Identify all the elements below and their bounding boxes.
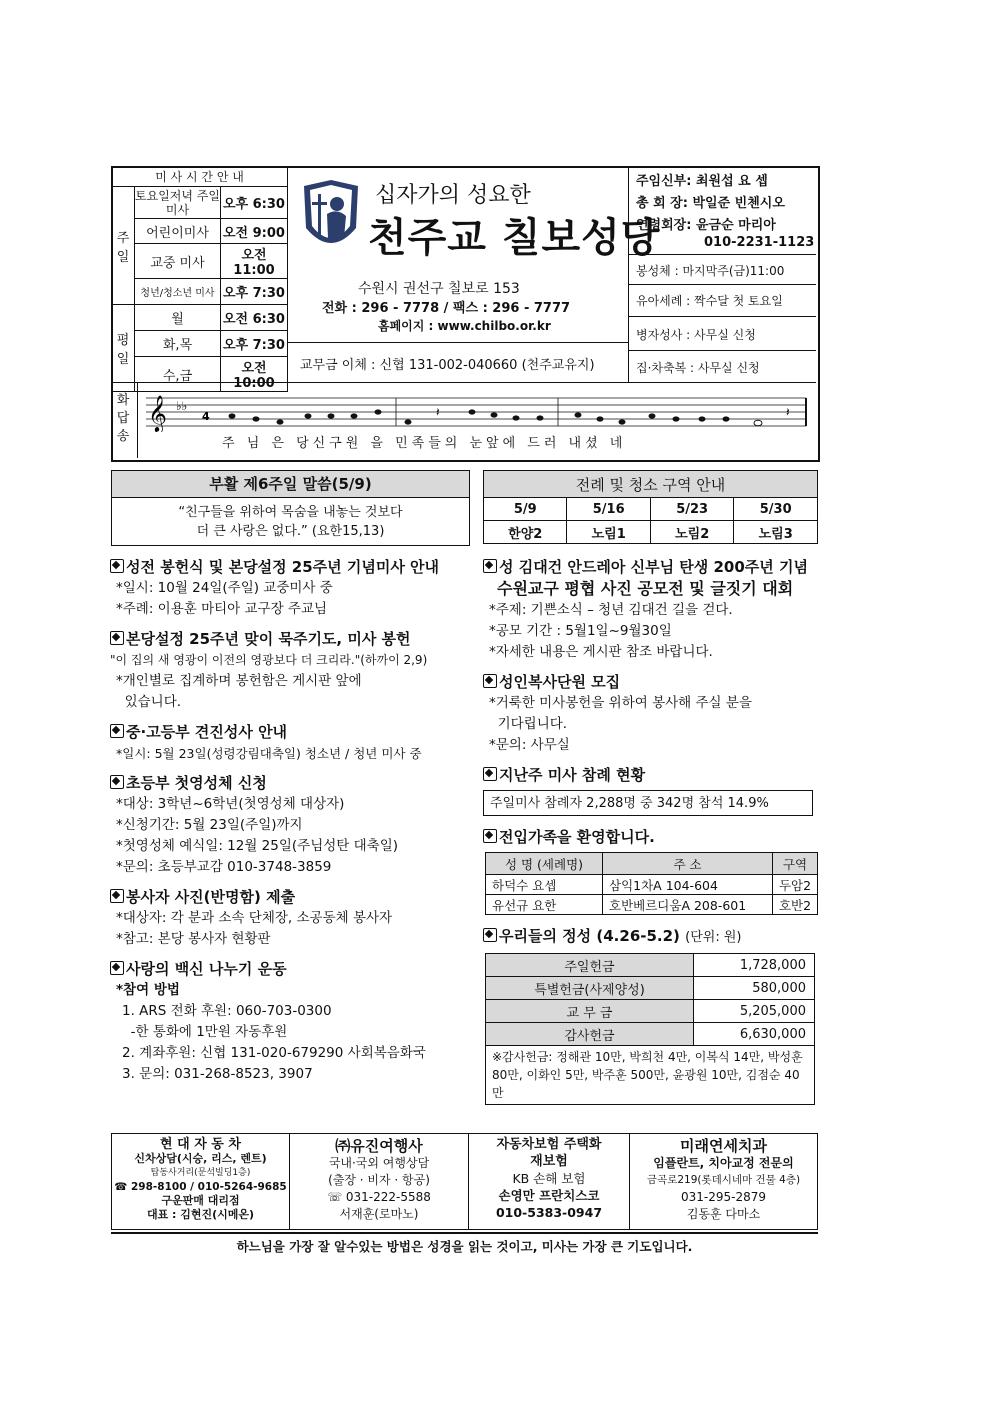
svg-text:4: 4 <box>202 410 210 423</box>
diamond-icon <box>110 961 124 975</box>
mass-name: 월 <box>135 305 221 331</box>
section-line: *주례: 이용훈 마티아 교구장 주교님 <box>116 601 328 617</box>
mass-time: 오전 9:00 <box>221 219 288 244</box>
ad-line: ☎ 298-8100 / 010-5264-9685 <box>114 1181 287 1193</box>
ad-title: 미래연세치과 <box>680 1137 767 1155</box>
section-title: 초등부 첫영성체 신청 <box>110 772 480 794</box>
offering-label: 주일헌금 <box>486 954 694 977</box>
hymn-lyrics: 주 님 은 당신구원 을 민족들의 눈앞에 드러 내셨 네 <box>222 436 627 451</box>
newcomers-cell: 하덕수 요셉 <box>486 875 603 895</box>
ad-line: 탑동사거리(문석빌딩1층) <box>150 1168 251 1178</box>
section-line: *대상자: 각 분과 소속 단체장, 소공동체 봉사자 <box>116 910 393 926</box>
newcomers-cell: 유선규 요한 <box>486 895 603 915</box>
ad-insurance <box>469 1134 630 1229</box>
newcomers-cell: 두암2 <box>773 875 818 895</box>
divider <box>288 342 628 343</box>
staff-line: 총 회 장: 박일준 빈첸시오 <box>636 196 785 211</box>
diamond-icon <box>110 631 124 645</box>
ad-line: 금곡로219(롯데시네마 건물 4층) <box>646 1174 801 1186</box>
ad-title: 자동차보험 주택화재보험 <box>496 1137 602 1169</box>
ad-title: ㈜유진여행사 <box>335 1137 423 1155</box>
info-line: 봉성체 : 마지막주(금)11:00 <box>636 264 785 278</box>
diamond-icon <box>483 559 497 573</box>
section-line: *주제: 기쁜소식 – 청년 김대건 길을 걷다. <box>489 602 733 618</box>
section-line: 있습니다. <box>116 694 182 710</box>
newcomers-header: 구역 <box>773 853 818 875</box>
church-phone: 전화 : 296 - 7778 / 팩스 : 296 - 7777 <box>322 301 571 316</box>
section-line: *자세한 내용은 게시판 참조 바랍니다. <box>489 644 713 660</box>
section-title: 본당설정 25주년 맞이 묵주기도, 미사 봉헌 <box>110 628 480 650</box>
music-staff-icon <box>146 392 810 432</box>
ad-line: 031-295-2879 <box>680 1190 766 1204</box>
ad-line: 서재훈(로마노) <box>339 1207 419 1221</box>
section-line: *문의: 사무실 <box>489 737 570 753</box>
mass-name: 토요일저녁 주일미사 <box>135 188 220 217</box>
newcomers-table <box>485 852 818 915</box>
word-header: 부활 제6주일 말씀(5/9) <box>112 471 469 498</box>
mass-name: 수,금 <box>135 357 221 392</box>
offering-amount: 6,630,000 <box>694 1023 815 1046</box>
offering-label: 감사헌금 <box>486 1023 694 1046</box>
ads-row <box>111 1133 818 1230</box>
offering-amount: 5,205,000 <box>694 1000 815 1023</box>
staff-line: 010-2231-1123 <box>704 235 815 250</box>
mass-time: 오전10:00 <box>221 357 288 392</box>
section-line: 기다립니다. <box>489 716 568 732</box>
section-line: -한 통화에 1만원 자동후원 <box>122 1024 288 1040</box>
liturgy-header: 전례 및 청소 구역 안내 <box>484 471 818 498</box>
section-line: *참여 방법 <box>116 982 180 998</box>
church-logo <box>300 178 362 260</box>
ad-travel <box>290 1134 469 1229</box>
divider <box>111 382 816 383</box>
church-name: 천주교 칠보성당 <box>368 215 661 261</box>
ad-title: 현 대 자 동 차 <box>160 1137 241 1152</box>
divider <box>628 284 816 285</box>
church-subtitle: 십자가의 성요한 <box>375 183 531 208</box>
section-line: 1. ARS 전화 후원: 060-703-0300 <box>122 1003 332 1019</box>
mass-name: 교중 미사 <box>135 244 221 279</box>
mass-name: 화,목 <box>135 331 221 357</box>
offering-amount: 1,728,000 <box>694 954 815 977</box>
ad-line: 국내·국외 여행상담 <box>328 1156 430 1170</box>
section-line: *공모 기간 : 5월1일~9월30일 <box>489 623 672 639</box>
liturgy-date: 5/30 <box>734 498 818 521</box>
section-line: 2. 계좌후원: 신협 131-020-679290 사회복음화국 <box>122 1045 426 1061</box>
staff-line: 연령회장: 윤금순 마리아 <box>636 218 776 233</box>
mass-time: 오후 7:30 <box>221 279 288 305</box>
ad-dental <box>630 1134 817 1229</box>
church-homepage: 홈페이지 : www.chilbo.or.kr <box>378 319 551 333</box>
section-title-2: 수원교구 평협 사진 공모전 및 글짓기 대회 <box>497 579 794 598</box>
ad-line: 손영만 프란치스코 <box>498 1188 600 1203</box>
music-staff <box>146 392 810 432</box>
divider <box>628 316 816 317</box>
svg-text:𝄞: 𝄞 <box>148 394 167 432</box>
ad-hyundai <box>112 1134 290 1229</box>
diamond-icon <box>110 889 124 903</box>
mass-schedule-header: 미 사 시 간 안 내 <box>112 167 288 187</box>
section-line: *문의: 초등부교감 010-3748-3859 <box>116 859 332 875</box>
staff-line: 주임신부: 최원섭 요 셉 <box>636 174 768 189</box>
info-line: 병자성사 : 사무실 신청 <box>636 328 756 342</box>
newcomers-header: 성 명 (세례명) <box>486 853 603 875</box>
church-address: 수원시 권선구 칠보로 153 <box>358 281 520 297</box>
ad-line: 대표 : 김현진(시메온) <box>146 1208 255 1221</box>
offering-label: 특별헌금(사제양성) <box>486 977 694 1000</box>
diamond-icon <box>483 767 497 781</box>
weekday-label: 평일 <box>112 305 135 392</box>
section-line: *개인별로 집계하며 봉헌함은 게시판 앞에 <box>116 673 362 689</box>
section-line: *참고: 본당 봉사자 현황판 <box>116 931 271 947</box>
divider <box>628 254 816 255</box>
ad-line: ☏ 031-222-5588 <box>327 1190 431 1204</box>
ad-line: 신차상담(시승, 리스, 렌트) <box>134 1152 267 1165</box>
ad-line: KB 손해 보험 <box>512 1171 586 1186</box>
svg-text:♭♭: ♭♭ <box>176 399 188 413</box>
info-line: 집·차축복 : 사무실 신청 <box>636 361 760 375</box>
diamond-icon <box>483 829 497 843</box>
left-column <box>110 556 480 1085</box>
mass-time: 오전11:00 <box>221 244 288 279</box>
ad-line: 임플란트, 치아교정 전문의 <box>653 1156 794 1170</box>
liturgy-date: 5/9 <box>484 498 567 521</box>
section-line: *신청기간: 5월 23일(주일)까지 <box>116 817 303 833</box>
section-line: *거룩한 미사봉헌을 위하여 봉사해 주실 분을 <box>489 695 752 711</box>
section-title: 사랑의 백신 나누기 운동 <box>110 958 480 980</box>
diamond-icon <box>110 559 124 573</box>
ad-line: 구운판매 대리점 <box>161 1194 240 1207</box>
diamond-icon <box>110 724 124 738</box>
newcomers-cell: 호반베르디움A 208-601 <box>603 895 773 915</box>
liturgy-date: 5/16 <box>567 498 650 521</box>
mass-name: 어린이미사 <box>135 219 221 244</box>
mass-time: 오후 7:30 <box>221 331 288 357</box>
divider <box>628 350 816 351</box>
section-title: 봉사자 사진(반명함) 제출 <box>110 886 480 908</box>
footer-text: 하느님을 가장 잘 알수있는 방법은 성경을 읽는 것이고, 미사는 가장 큰 기도입니다. <box>236 1239 693 1254</box>
right-column <box>483 556 823 1105</box>
section-line: *일시: 10월 24일(주일) 교중미사 중 <box>116 580 333 596</box>
svg-text:𝄽: 𝄽 <box>436 405 440 419</box>
section-title: 성 김대건 안드레아 신부님 탄생 200주년 기념 <box>483 556 823 578</box>
sunday-label: 주일 <box>112 187 135 305</box>
section-line: *대상: 3학년~6학년(첫영성체 대상자) <box>116 796 345 812</box>
newcomers-header: 주 소 <box>603 853 773 875</box>
mass-time: 오전 6:30 <box>221 305 288 331</box>
section-title: 중·고등부 견진성사 안내 <box>110 721 480 743</box>
liturgy-group: 노림3 <box>734 521 818 544</box>
hymn-label: 화답송 <box>116 393 130 444</box>
liturgy-date: 5/23 <box>650 498 733 521</box>
offering-amount: 580,000 <box>694 977 815 1000</box>
section-title: 전입가족을 환영합니다. <box>483 826 823 848</box>
liturgy-group: 노림2 <box>650 521 733 544</box>
liturgy-table <box>483 470 818 544</box>
section-line: 3. 문의: 031-268-8523, 3907 <box>122 1066 313 1082</box>
church-logo-icon <box>300 178 362 260</box>
offerings-table <box>485 953 815 1105</box>
section-title: 우리들의 정성 (4.26-5.2) (단위: 원) <box>483 925 823 949</box>
mass-schedule-table <box>111 166 288 392</box>
section-title: 지난주 미사 참례 현황 <box>483 764 823 786</box>
church-account: 교무금 이체 : 신협 131-002-040660 (천주교유지) <box>300 358 595 373</box>
word-line1: “친구들을 위하여 목숨을 내놓는 것보다 <box>178 505 403 520</box>
section-title: 성전 봉헌식 및 본당설정 25주년 기념미사 안내 <box>110 556 480 578</box>
liturgy-group: 한양2 <box>484 521 567 544</box>
newcomers-cell: 호반2 <box>773 895 818 915</box>
attendance-box: 주일미사 참례자 2,288명 중 342명 참석 14.9% <box>483 790 813 816</box>
offering-label: 교 무 금 <box>486 1000 694 1023</box>
diamond-icon <box>110 775 124 789</box>
info-line: 유아세례 : 짝수달 첫 토요일 <box>636 294 783 308</box>
diamond-icon <box>483 674 497 688</box>
section-line: *일시: 5월 23일(성령강림대축일) 청소년 / 청년 미사 중 <box>116 746 422 761</box>
diamond-icon <box>483 928 497 942</box>
offerings-unit: (단위: 원) <box>685 930 742 945</box>
mass-time: 오후 6:30 <box>221 187 288 219</box>
footer-rule <box>111 1232 818 1234</box>
svg-text:𝄽: 𝄽 <box>786 405 790 419</box>
section-title: 성인복사단원 모집 <box>483 671 823 693</box>
ad-line: (출장 · 비자 · 항공) <box>328 1173 430 1187</box>
ad-line: 김동훈 다마소 <box>686 1207 761 1221</box>
ad-line: 010-5383-0947 <box>495 1205 603 1220</box>
section-line: "이 집의 새 영광이 이전의 영광보다 더 크리라."(하까이 2,9) <box>110 653 428 667</box>
liturgy-group: 노림1 <box>567 521 650 544</box>
word-line2: 더 큰 사랑은 없다.” (요한15,13) <box>196 524 385 539</box>
thanks-offering: ※감사헌금: 정해관 10만, 박희천 4만, 이복식 14만, 박성훈 80만, 이화인 5만, 박주훈 500만, 윤광원 10만, 김점순 40만 <box>486 1046 815 1105</box>
newcomers-cell: 삼익1차A 104-604 <box>603 875 773 895</box>
mass-name: 청년/청소년 미사 <box>135 279 221 305</box>
section-line: *첫영성체 예식일: 12월 25일(주님성탄 대축일) <box>116 838 399 854</box>
